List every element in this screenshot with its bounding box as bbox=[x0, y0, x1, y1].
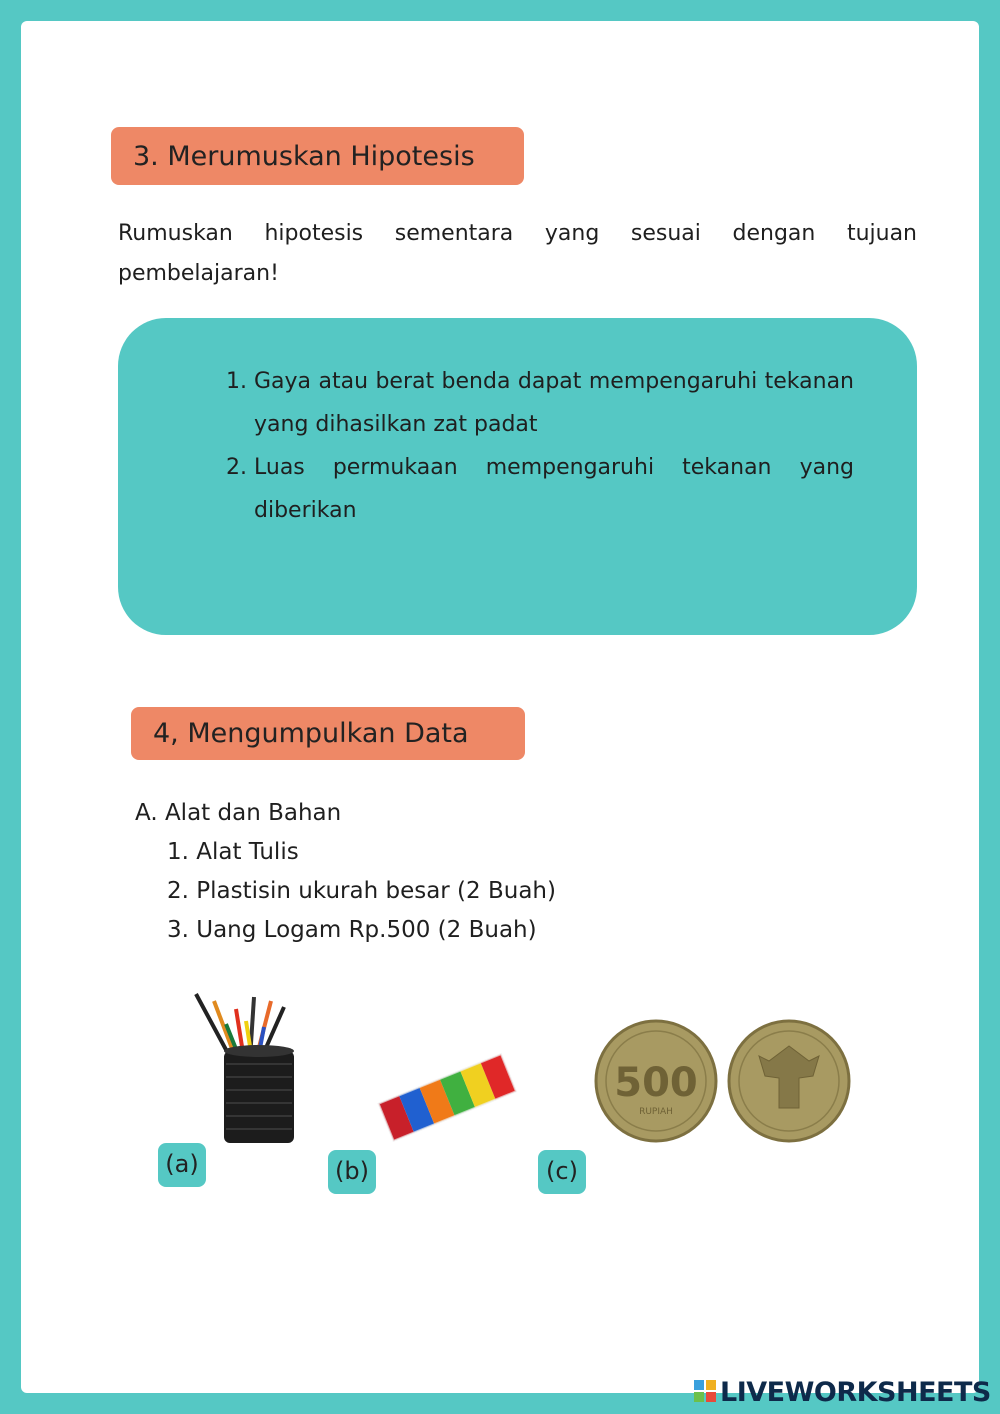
hypothesis-list bbox=[226, 360, 854, 532]
plasticine-icon bbox=[376, 1026, 526, 1151]
coin-caption: RUPIAH bbox=[639, 1107, 673, 1117]
hypothesis-text: Luas permukaan mempengaruhi tekanan yang diberikan bbox=[254, 455, 854, 523]
instruction-text: Rumuskan hipotesis sementara yang sesuai dengan tujuan pembelajaran! bbox=[118, 221, 917, 286]
coins-icon bbox=[593, 1016, 855, 1146]
worksheet-page bbox=[21, 21, 979, 1393]
hypothesis-answer-box[interactable] bbox=[118, 318, 917, 635]
figure-label-c: (c) bbox=[538, 1150, 586, 1194]
liveworksheets-logo[interactable] bbox=[694, 1378, 991, 1406]
section-3-title: 3. Merumuskan Hipotesis bbox=[133, 140, 475, 172]
hypothesis-number: 1. bbox=[226, 369, 247, 394]
section-3-heading bbox=[111, 127, 524, 185]
hypothesis-item bbox=[226, 360, 854, 446]
pen-holder-icon bbox=[186, 989, 301, 1149]
hypothesis-item bbox=[226, 446, 854, 532]
section-4-title: 4, Mengumpulkan Data bbox=[153, 718, 469, 749]
figure-label-a: (a) bbox=[158, 1143, 206, 1187]
material-item: 2. Plastisin ukurah besar (2 Buah) bbox=[167, 878, 556, 904]
material-item: 1. Alat Tulis bbox=[167, 839, 299, 865]
brand-icon bbox=[694, 1380, 716, 1404]
hypothesis-number: 2. bbox=[226, 455, 247, 480]
materials-list bbox=[135, 794, 556, 950]
brand-text: LIVEWORKSHEETS bbox=[720, 1376, 991, 1408]
section-4-heading bbox=[131, 707, 525, 760]
figure-label-b: (b) bbox=[328, 1150, 376, 1194]
coin-value: 500 bbox=[614, 1060, 698, 1106]
materials-subheading: A. Alat dan Bahan bbox=[135, 800, 342, 826]
hypothesis-text: Gaya atau berat benda dapat mempengaruhi tekanan yang dihasilkan zat padat bbox=[254, 369, 854, 437]
material-item: 3. Uang Logam Rp.500 (2 Buah) bbox=[167, 917, 537, 943]
